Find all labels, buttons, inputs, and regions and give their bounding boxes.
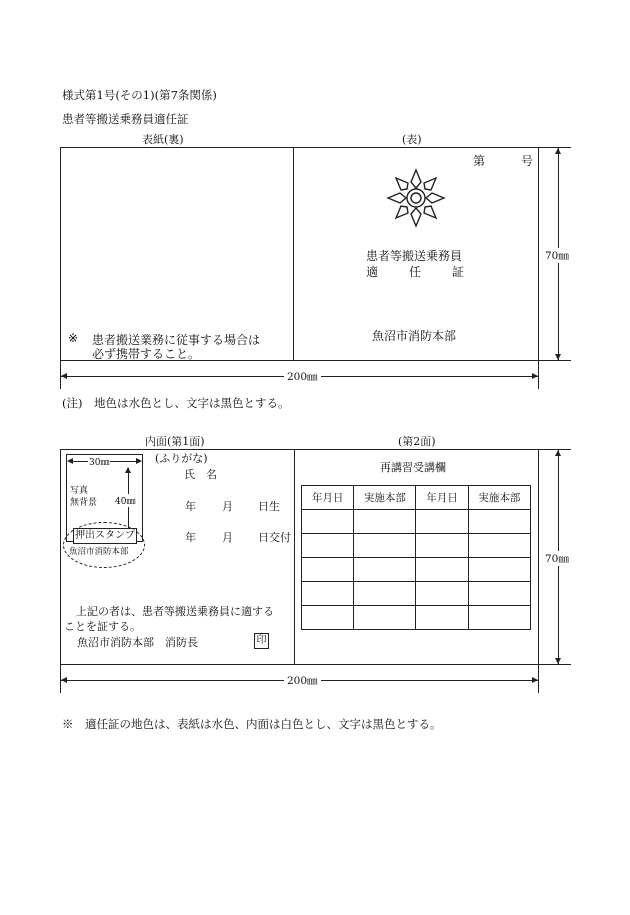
- inner-dim-right-tick: [538, 665, 539, 693]
- front-note-mark: ※: [68, 331, 79, 345]
- front-width-label: 200㎜: [284, 369, 321, 384]
- fire-chief: 魚沼市消防本部 消防長: [77, 636, 198, 649]
- table-row: [302, 606, 531, 630]
- photo-text1: 写真: [70, 486, 89, 496]
- certification-line2: ことを証する。: [64, 620, 141, 633]
- front-height-arrow-down: [555, 354, 561, 360]
- table-row: [302, 534, 531, 558]
- photo-width-label: 30㎜: [88, 455, 110, 468]
- birth-month: 月: [222, 500, 233, 513]
- front-title-line1: 患者等搬送乗務員: [366, 249, 463, 263]
- inner-height-arrow-down: [555, 658, 561, 664]
- table-header: 実施本部: [468, 486, 530, 510]
- front-dim-bottom-tick: [539, 360, 571, 361]
- photo-height-arrow-up: [125, 467, 131, 473]
- name-label: 氏 名: [184, 468, 217, 481]
- front-width-arrow-left: [61, 373, 67, 379]
- inner-height-arrow-up: [555, 450, 561, 456]
- inner-width-arrow-right: [532, 677, 538, 683]
- front-right-label: (表): [402, 133, 422, 146]
- fire-department-emblem-icon: [386, 168, 446, 228]
- certification-line1: 上記の者は、患者等搬送乗務員に適する: [76, 605, 274, 618]
- stamp-org: 魚沼市消防本部: [69, 547, 129, 557]
- seal-mark: 印: [254, 633, 269, 649]
- number-dai: 第: [473, 154, 486, 168]
- issued-year: 年: [185, 531, 196, 544]
- inner-right-label: (第2面): [398, 435, 436, 448]
- front-dim-right-tick: [538, 361, 539, 389]
- birth-day: 日生: [258, 500, 280, 513]
- front-note-line2: 必ず携帯すること。: [92, 347, 201, 361]
- front-card: [60, 147, 539, 361]
- table-row: [302, 558, 531, 582]
- inner-height-label: 70㎜: [545, 553, 569, 565]
- table-header: 実施本部: [354, 486, 416, 510]
- inner-width-label: 200㎜: [284, 673, 321, 688]
- photo-width-arrow-right: [136, 458, 142, 464]
- photo-height-label: 40㎜: [115, 494, 135, 507]
- number-go: 号: [521, 154, 534, 168]
- inner-card-divider: [294, 449, 295, 665]
- note-card-colors: ※ 適任証の地色は、表紙は水色、内面は白色とし、文字は黒色とする。: [62, 717, 442, 731]
- retraining-table-title: 再講習受講欄: [380, 461, 446, 474]
- front-width-arrow-right: [532, 373, 538, 379]
- front-title-a: 適: [366, 265, 379, 279]
- furigana-label: (ふりがな): [155, 452, 208, 465]
- table-row: [302, 582, 531, 606]
- issued-month: 月: [222, 531, 233, 544]
- retraining-table: [301, 485, 531, 630]
- front-issuer: 魚沼市消防本部: [372, 329, 457, 343]
- inner-dim-bottom-tick: [539, 664, 571, 665]
- emboss-stamp-label: 押出スタンプ: [73, 528, 137, 544]
- issued-day: 日交付: [258, 531, 291, 544]
- front-left-label: 表紙(裏): [142, 133, 184, 146]
- front-title-c: 証: [452, 265, 465, 279]
- table-header: 年月日: [302, 486, 354, 510]
- front-height-label: 70㎜: [545, 250, 569, 262]
- table-row: [302, 510, 531, 534]
- front-note-line1: 患者搬送業務に従事する場合は: [92, 333, 261, 347]
- photo-text2: 無背景: [70, 498, 98, 508]
- front-height-arrow-up: [555, 148, 561, 154]
- document-title: 患者等搬送乗務員適任証: [62, 112, 189, 126]
- front-title-b: 任: [409, 265, 422, 279]
- note-ground-color: (注) 地色は水色とし、文字は黒色とする。: [62, 396, 290, 410]
- photo-width-arrow-left: [67, 458, 73, 464]
- inner-width-arrow-left: [61, 677, 67, 683]
- inner-left-label: 内面(第1面): [145, 435, 205, 448]
- birth-year: 年: [185, 500, 196, 513]
- front-card-divider: [293, 147, 294, 361]
- form-number: 様式第1号(その1)(第7条関係): [62, 88, 217, 102]
- table-header: 年月日: [416, 486, 468, 510]
